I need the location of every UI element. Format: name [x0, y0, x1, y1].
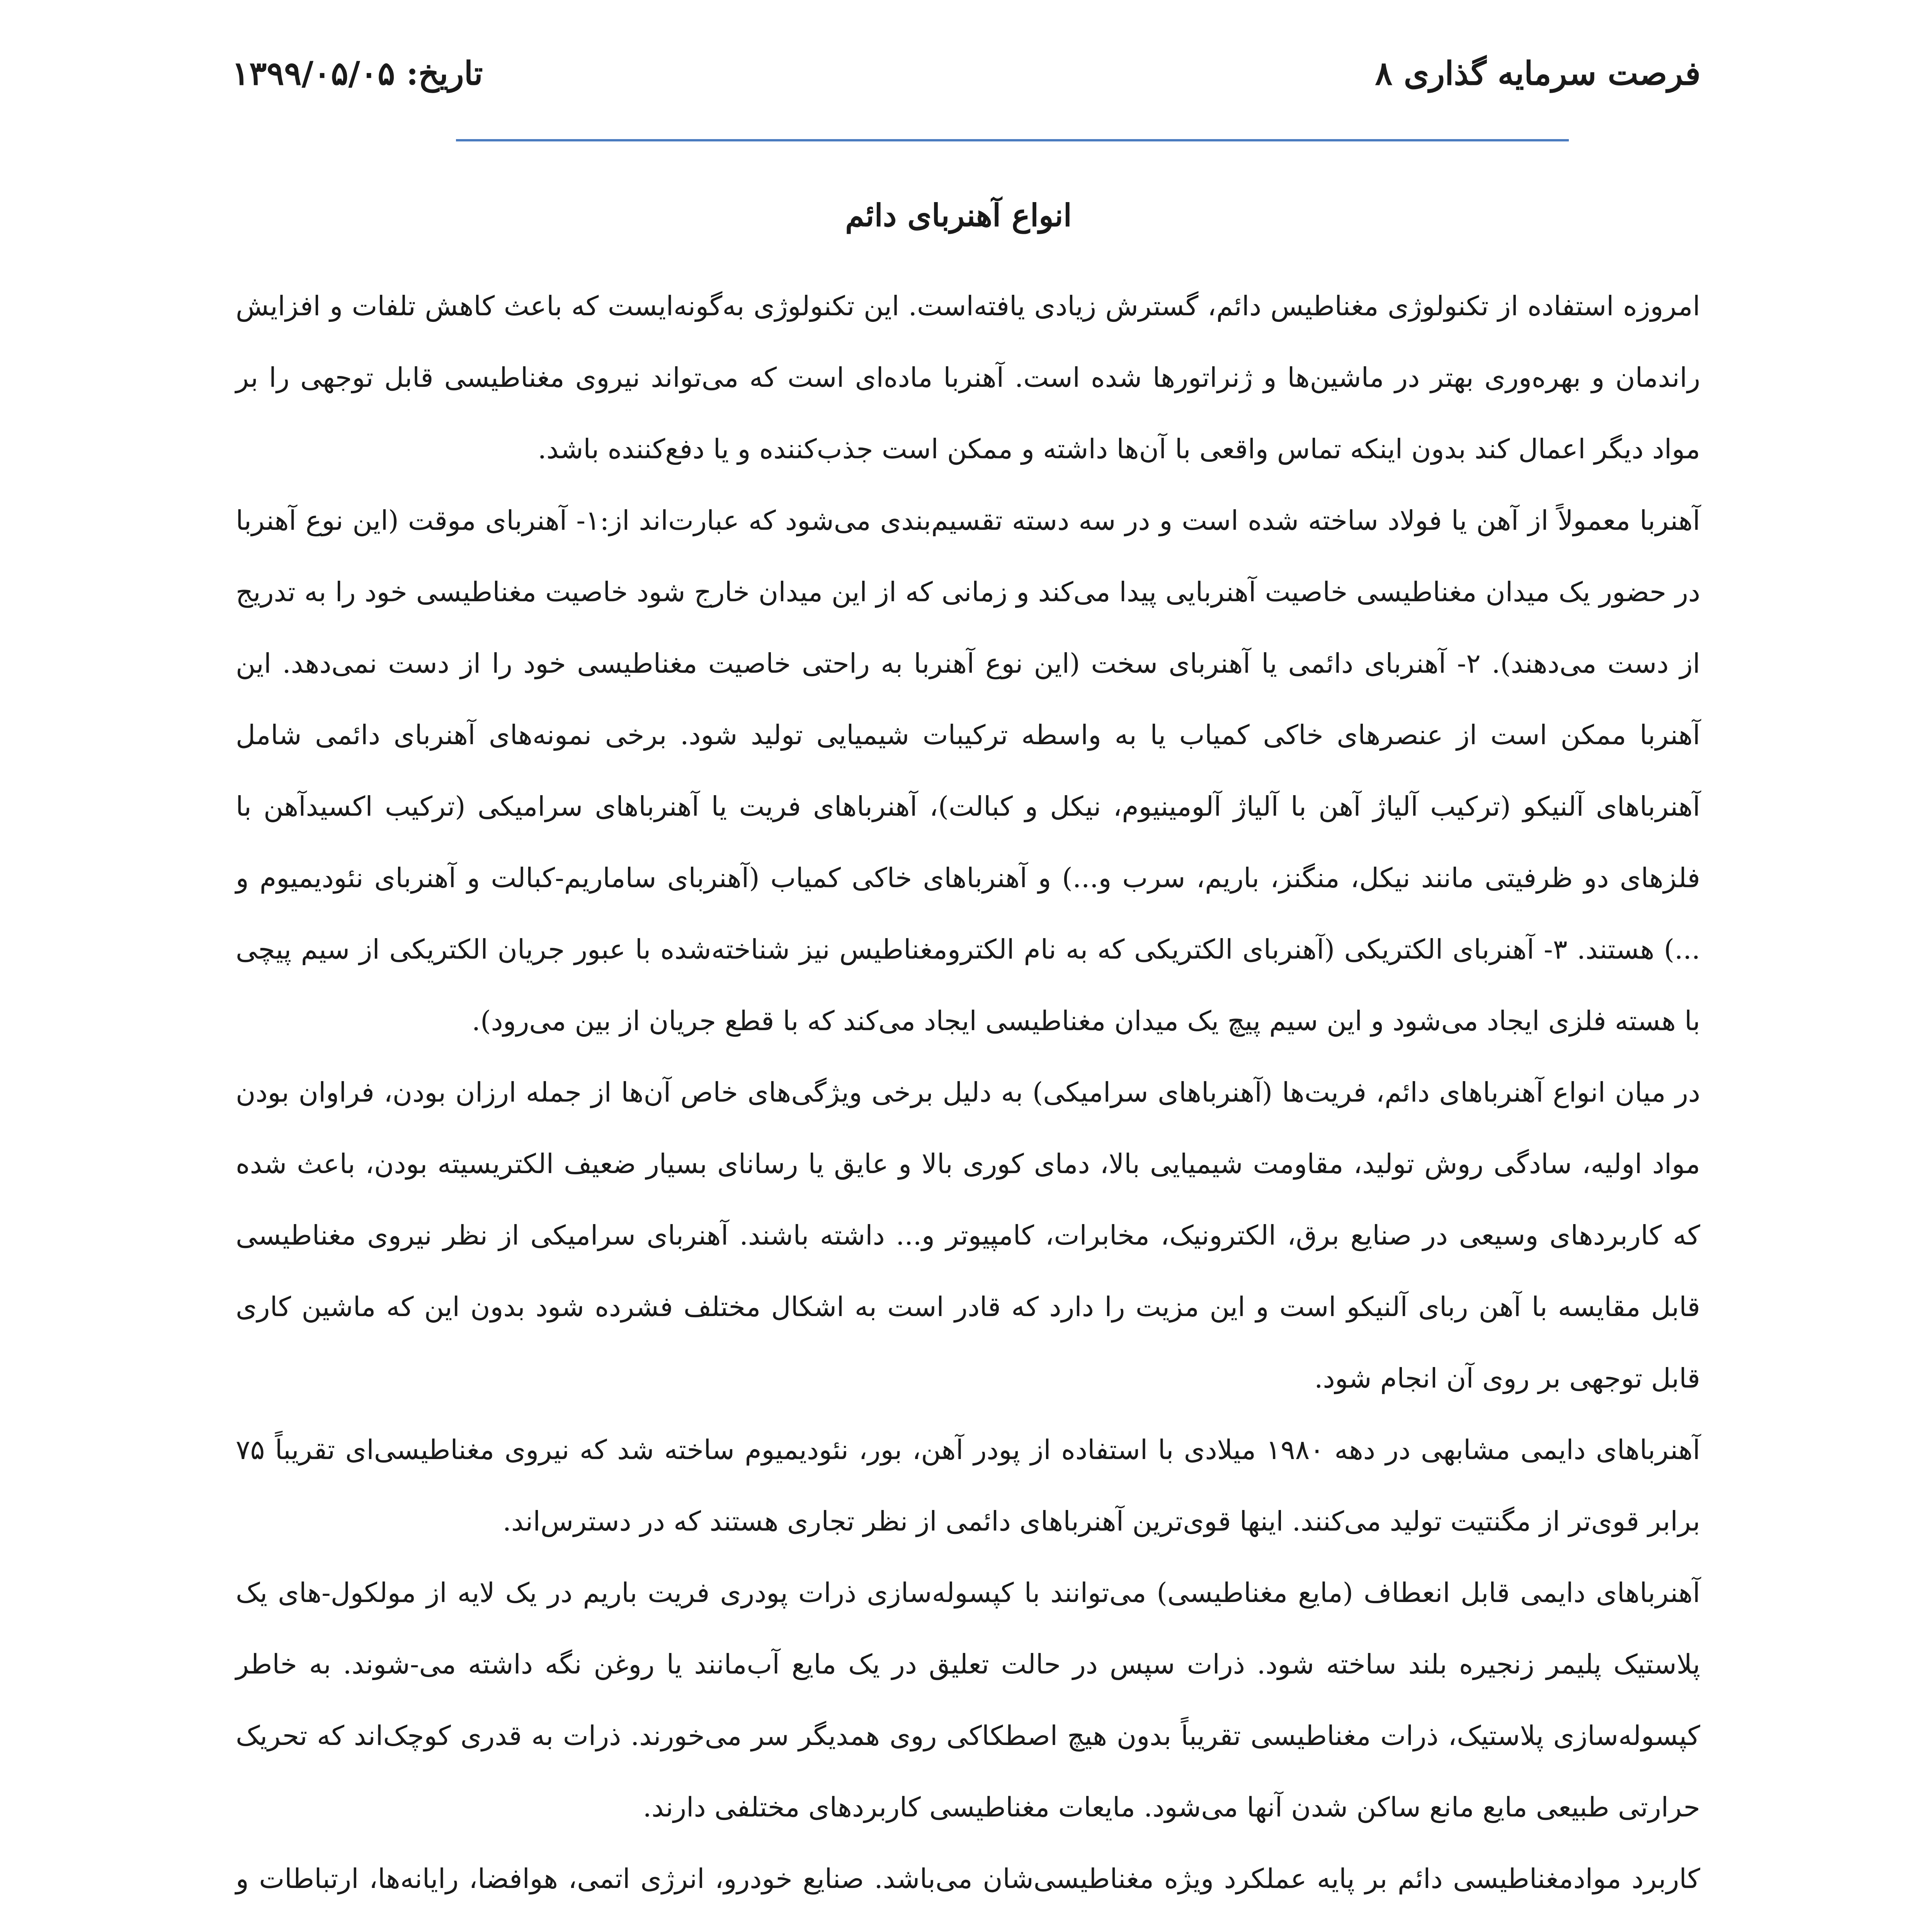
paragraph: آهنرباهای دایمی قابل انعطاف (مایع مغناطیسی) می‌توانند با کپسوله‌سازی ذرات پودری فریت باریم در یک لایه از مولکول-های یک پلاستیک پلیمر زنجیره بلند ساخته شود. ذرات سپس در حالت تعلیق در یک مایع آب‌مانند یا روغن نگه داشته می-شوند. به خاطر کپسوله‌سازی پلاستیک، ذرات مغناطیسی تقریباً بدون هیچ اصطکاکی روی همدیگر سر می‌خورند. ذرات به قدری کوچک‌اند که تحریک حرارتی طبیعی مایع مانع ساکن شدن آنها می‌شود. مایعات مغناطیسی کاربردهای مختلفی دارند. — [236, 1577, 1700, 1823]
paragraph: امروزه استفاده از تکنولوژی مغناطیس دائم، گسترش زیادی یافته‌است. این تکنولوژی به‌گونه‌ایست که باعث کاهش تلفات و افزایش راندمان و بهره‌وری بهتر در ماشین‌ها و ژنراتورها شده است. آهنربا ماده‌ای است که می‌تواند نیروی مغناطیسی قابل توجهی را بر مواد دیگر اعمال کند بدون اینکه تماس واقعی با آن‌ها داشته و ممکن است جذب‌کننده و یا دفع‌کننده باشد. — [236, 290, 1700, 465]
paragraph: آهنربا معمولاً از آهن یا فولاد ساخته شده است و در سه دسته تقسیم‌بندی می‌شود که عبارت‌اند از:۱- آهنربای موقت (این نوع آهنربا در حضور یک میدان مغناطیسی خاصیت آهنربایی پیدا می‌کند و زمانی که از این میدان خارج شود خاصیت مغناطیسی خود را به تدریج از دست می‌دهند). ۲- آهنربای دائمی یا آهنربای سخت (این نوع آهنربا به راحتی خاصیت مغناطیسی خود را از دست نمی‌دهد. این آهنربا ممکن است از عنصرهای خاکی کمیاب یا به واسطه ترکیبات شیمیایی تولید شود. برخی نمونه‌های آهنربای دائمی شامل آهنرباهای آلنیکو (ترکیب آلیاژ آهن با آلیاژ آلومینیوم، نیکل و کبالت)، آهنرباهای فریت یا آهنرباهای سرامیکی (ترکیب اکسیدآهن با فلزهای دو ظرفیتی مانند نیکل، منگنز، باریم، سرب و...) و آهنرباهای خاکی کمیاب (آهنربای ساماریم-کبالت و آهنربای نئودیمیوم و ...) هستند. ۳- آهنربای الکتریکی (آهنربای الکتریکی که به نام الکترومغناطیس نیز شناخته‌شده با عبور جریان الکتریکی از سیم پیچی با هسته فلزی ایجاد می‌شود و این سیم پیچ یک میدان مغناطیسی ایجاد می‌کند که با قطع جریان از بین می‌رود). — [236, 505, 1700, 1037]
date-label: تاریخ: — [406, 54, 483, 92]
body-text — [236, 270, 1700, 1932]
header-divider — [456, 139, 1569, 141]
page-title: انواع آهنربای دائم — [845, 197, 1072, 233]
document-heading: فرصت سرمایه گذاری ۸ — [1375, 54, 1701, 92]
paragraph: در میان انواع آهنرباهای دائم، فریت‌ها (آهنرباهای سرامیکی) به دلیل برخی ویژگی‌های خاص آن‌ها از جمله ارزان بودن، فراوان بودن مواد اولیه، سادگی روش تولید، مقاومت شیمیایی بالا، دمای کوری بالا و عایق یا رسانای بسیار ضعیف الکتریسیته بودن، باعث شده که کاربردهای وسیعی در صنایع برق، الکترونیک، مخابرات، کامپیوتر و... داشته باشند. آهنربای سرامیکی از نظر نیروی مغناطیسی قابل مقایسه با آهن ربای آلنیکو است و این مزیت را دارد که قادر است به اشکال مختلف فشرده شود بدون این که ماشین کاری قابل توجهی بر روی آن انجام شود. — [236, 1077, 1700, 1394]
document-date — [232, 54, 483, 92]
paragraph: کاربرد موادمغناطیسی دائم بر پایه عملکرد ویژه مغناطیسی‌شان می‌باشد. صنایع خودرو، انرژی اتمی، هوافضا، رایانه‌ها، ارتباطات و — [236, 1863, 1700, 1895]
date-value: ۱۳۹۹/۰۵/۰۵ — [232, 54, 395, 92]
paragraph: آهنرباهای دایمی مشابهی در دهه ۱۹۸۰ میلادی با استفاده از پودر آهن، بور، نئودیمیوم ساخته شد که نیروی مغناطیسی‌ای تقریباً ۷۵ برابر قوی‌تر از مگنتیت تولید می‌کنند. اینها قوی‌ترین آهنرباهای دائمی از نظر تجاری هستند که در دسترس‌اند. — [236, 1434, 1700, 1537]
